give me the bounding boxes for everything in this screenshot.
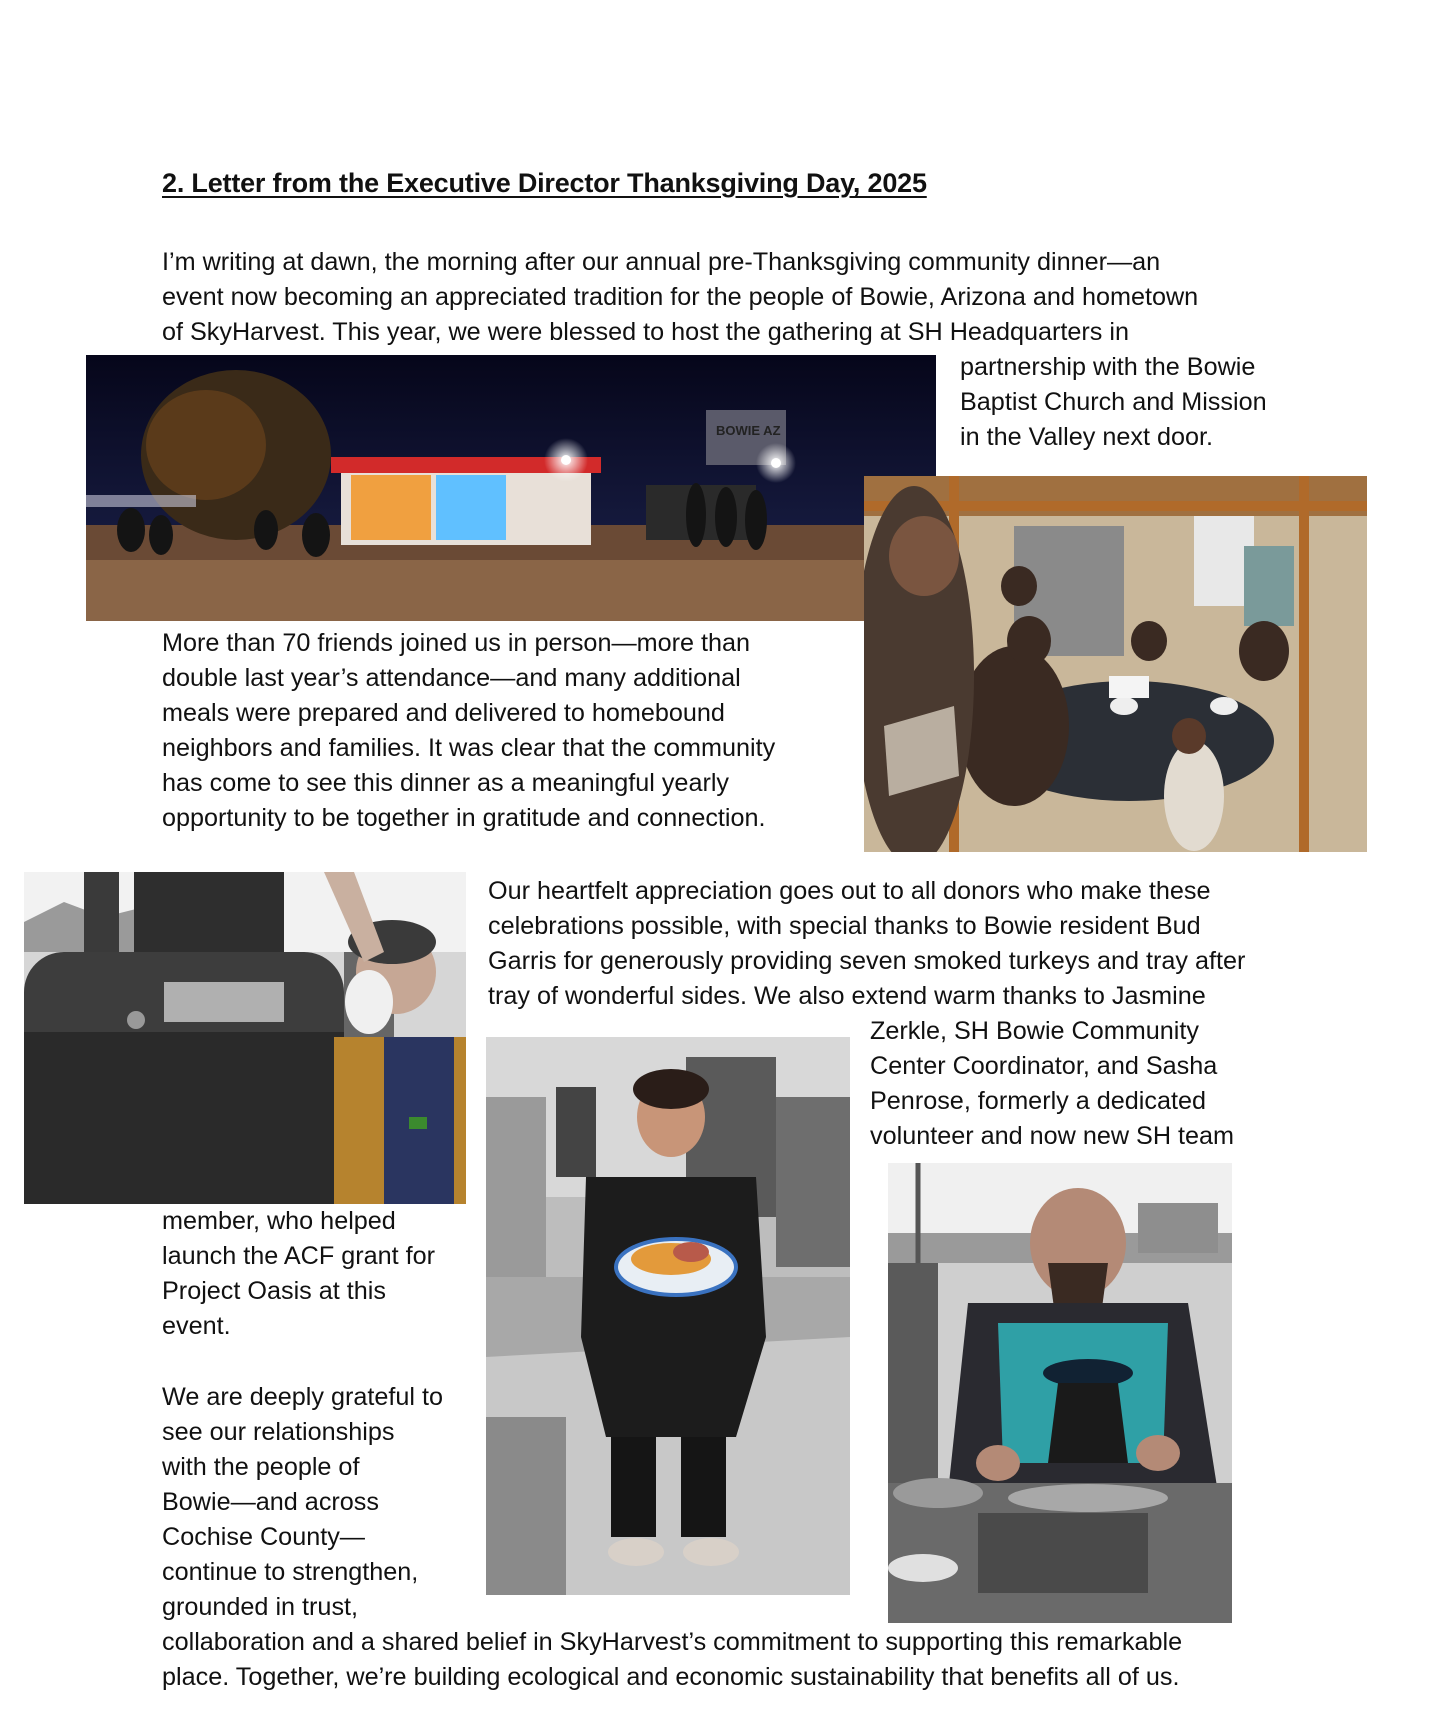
paragraph-thanks	[488, 874, 1245, 1014]
text-line: place. Together, we’re building ecological and economic sustainability that benefits all of us.	[162, 1663, 1180, 1691]
text-line: volunteer and now new SH team	[870, 1122, 1235, 1150]
photo-woman-with-plate	[486, 1037, 850, 1595]
text-line: More than 70 friends joined us in person—more than	[162, 629, 751, 657]
photo-indoor-dinner	[864, 476, 1367, 852]
text-line: meals were prepared and delivered to homebound	[162, 699, 725, 727]
text-line: Our heartfelt appreciation goes out to all donors who make these	[488, 877, 1211, 905]
paragraph-attendance	[162, 626, 775, 836]
text-line: with the people of	[162, 1453, 360, 1481]
text-line: neighbors and families. It was clear that the community	[162, 734, 776, 762]
photo-man-carving-turkey	[888, 1163, 1232, 1623]
text-line: member, who helped	[162, 1207, 396, 1235]
paragraph-intro	[162, 245, 1198, 350]
paragraph-gratitude	[162, 1380, 443, 1625]
text-line: see our relationships	[162, 1418, 395, 1446]
photo-smoker	[24, 872, 466, 1204]
text-line: partnership with the Bowie	[960, 353, 1256, 381]
text-line: in the Valley next door.	[960, 423, 1213, 451]
text-line: launch the ACF grant for	[162, 1242, 436, 1270]
text-line: has come to see this dinner as a meaningful yearly	[162, 769, 730, 797]
paragraph-thanks-end	[162, 1204, 435, 1344]
text-line: event now becoming an appreciated tradition for the people of Bowie, Arizona and hometown	[162, 283, 1199, 311]
page-title: 2. Letter from the Executive Director Thanksgiving Day, 2025	[162, 168, 927, 198]
text-line: grounded in trust,	[162, 1593, 359, 1621]
photo-night-gathering	[86, 355, 936, 621]
text-line: event.	[162, 1312, 231, 1340]
text-line: I’m writing at dawn, the morning after our annual pre-Thanksgiving community dinner—an	[162, 248, 1161, 276]
text-line: of SkyHarvest. This year, we were blessed to host the gathering at SH Headquarters in	[162, 318, 1129, 346]
text-line: Center Coordinator, and Sasha	[870, 1052, 1218, 1080]
text-line: celebrations possible, with special thanks to Bowie resident Bud	[488, 912, 1201, 940]
bowie-sign-text: BOWIE AZ	[716, 423, 781, 438]
text-line: opportunity to be together in gratitude and connection.	[162, 804, 766, 832]
text-line: Baptist Church and Mission	[960, 388, 1267, 416]
text-line: Bowie—and across	[162, 1488, 379, 1516]
text-line: tray of wonderful sides. We also extend warm thanks to Jasmine	[488, 982, 1206, 1010]
text-line: Penrose, formerly a dedicated	[870, 1087, 1207, 1115]
text-line: collaboration and a shared belief in SkyHarvest’s commitment to supporting this remarkable	[162, 1628, 1183, 1656]
text-line: Project Oasis at this	[162, 1277, 386, 1305]
paragraph-gratitude-end	[162, 1625, 1182, 1695]
text-line: Zerkle, SH Bowie Community	[870, 1017, 1199, 1045]
paragraph-intro-wrap	[960, 350, 1267, 455]
text-line: continue to strengthen,	[162, 1558, 419, 1586]
text-line: We are deeply grateful to	[162, 1383, 443, 1411]
paragraph-thanks-wrap	[870, 1014, 1234, 1154]
text-line: Garris for generously providing seven smoked turkeys and tray after	[488, 947, 1246, 975]
text-line: Cochise County—	[162, 1523, 365, 1551]
text-line: double last year’s attendance—and many additional	[162, 664, 741, 692]
